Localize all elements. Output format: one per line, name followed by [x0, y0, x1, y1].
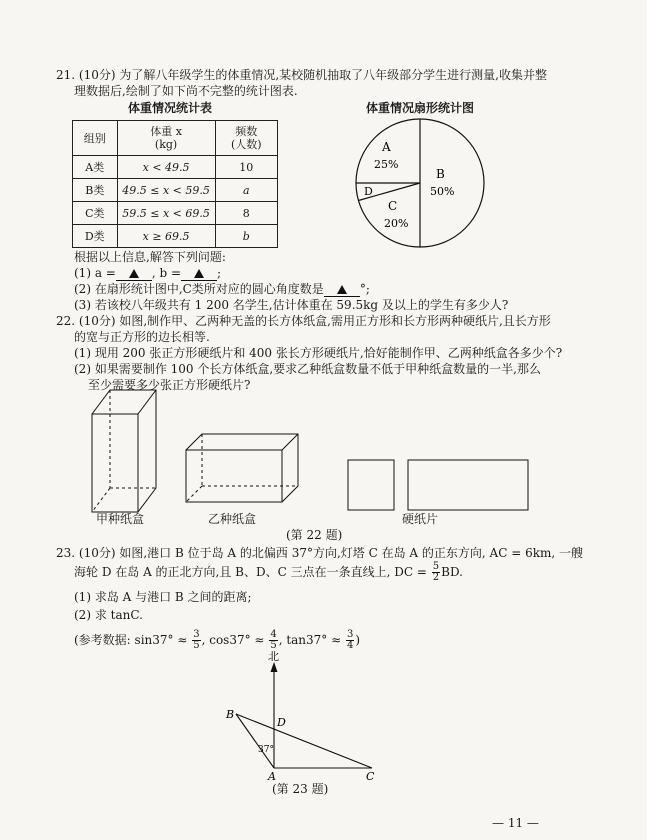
- pie-pct-a: 25%: [374, 158, 399, 171]
- q21-part1: (1) a = , b = ;: [74, 266, 222, 280]
- q22-part2-b: 至少需要多少张正方形硬纸片?: [88, 378, 251, 392]
- point-b: B: [226, 708, 235, 721]
- pie-label-d: D: [364, 185, 373, 198]
- header-count: 频数 (人数): [215, 121, 277, 156]
- pie-pct-b: 50%: [430, 185, 455, 198]
- header-group: 组别: [73, 121, 118, 156]
- point-c: C: [366, 770, 375, 783]
- angle-label: 37°: [258, 745, 274, 755]
- q23-reference-data: (参考数据: sin37° ≈ $\frac{3}{5}$ , cos37° ≈ $\frac{4}{5}$ , tan37° ≈ $\frac{3}{4}$ ): [74, 629, 361, 651]
- cards-figure: [346, 458, 536, 518]
- table-row: B类 49.5 ≤ x < 59.5 a: [73, 179, 278, 202]
- q21-line2: 理数据后,绘制了如下尚不完整的统计图表.: [74, 84, 298, 98]
- q21-part3: (3) 若该校八年级共有 1 200 名学生,估计体重在 59.5kg 及以上的学生有多少人?: [74, 298, 509, 312]
- pie-title: 体重情况扇形统计图: [366, 101, 475, 115]
- q23-part1: (1) 求岛 A 与港口 B 之间的距离;: [74, 590, 252, 604]
- table-row: C类 59.5 ≤ x < 69.5 8: [73, 202, 278, 225]
- label-box-jia: 甲种纸盒: [96, 512, 145, 526]
- q23-geometry-figure: [222, 650, 392, 786]
- pie-label-a: A: [382, 140, 391, 154]
- weight-stat-table: [72, 120, 278, 248]
- q22-part1: (1) 现用 200 张正方形硬纸片和 400 张长方形硬纸片,恰好能制作甲、乙两种纸盒各多少个?: [74, 346, 563, 360]
- north-label: 北: [268, 650, 279, 663]
- pie-label-c: C: [388, 199, 398, 213]
- q22-part2-a: (2) 如果需要制作 100 个长方体纸盒,要求乙种纸盒数量不低于甲种纸盒数量的一半,那么: [74, 362, 541, 376]
- table-title: 体重情况统计表: [128, 101, 213, 115]
- q22-line2: 的宽与正方形的边长相等.: [74, 330, 210, 344]
- header-weight: 体重 x (kg): [117, 121, 215, 156]
- table-row: A类 x < 49.5 10: [73, 156, 278, 179]
- q23-line2: 海轮 D 在岛 A 的正北方向,且 B、D、C 三点在一条直线上, DC = $\frac{5}{2}$ BD.: [74, 561, 463, 583]
- q21-part2: (2) 在扇形统计图中,C类所对应的圆心角度数是 °;: [74, 282, 370, 296]
- point-d: D: [277, 716, 286, 729]
- box-jia-figure: [88, 386, 168, 521]
- q23-line1: 23. (10分) 如图,港口 B 位于岛 A 的北偏西 37°方向,灯塔 C 在岛 A 的正东方向, AC = 6km, 一艘: [56, 546, 583, 560]
- table-row: D类 x ≥ 69.5 b: [73, 225, 278, 248]
- weight-pie-chart: [350, 118, 490, 258]
- square-card: [348, 460, 394, 510]
- page-number: — 11 —: [492, 816, 539, 830]
- segment-bc: [236, 714, 372, 768]
- pie-pct-c: 20%: [384, 217, 409, 230]
- label-cards: 硬纸片: [402, 512, 439, 526]
- box-yi-figure: [184, 432, 304, 512]
- pie-label-b: B: [436, 167, 445, 181]
- label-box-yi: 乙种纸盒: [208, 512, 257, 526]
- q22-line1: 22. (10分) 如图,制作甲、乙两种无盖的长方体纸盒,需用正方形和长方形两种硬纸片,且长方形: [56, 314, 551, 328]
- q21-line1: 21. (10分) 为了解八年级学生的体重情况,某校随机抽取了八年级部分学生进行测量,收集并整: [56, 68, 547, 82]
- q21-intro: 根据以上信息,解答下列问题:: [74, 250, 226, 264]
- north-arrow: [271, 662, 278, 672]
- point-a: A: [268, 770, 276, 783]
- q23-caption: (第 23 题): [272, 782, 329, 796]
- q23-part2: (2) 求 tanC.: [74, 608, 143, 622]
- q22-caption: (第 22 题): [286, 528, 343, 542]
- rectangle-card: [408, 460, 528, 510]
